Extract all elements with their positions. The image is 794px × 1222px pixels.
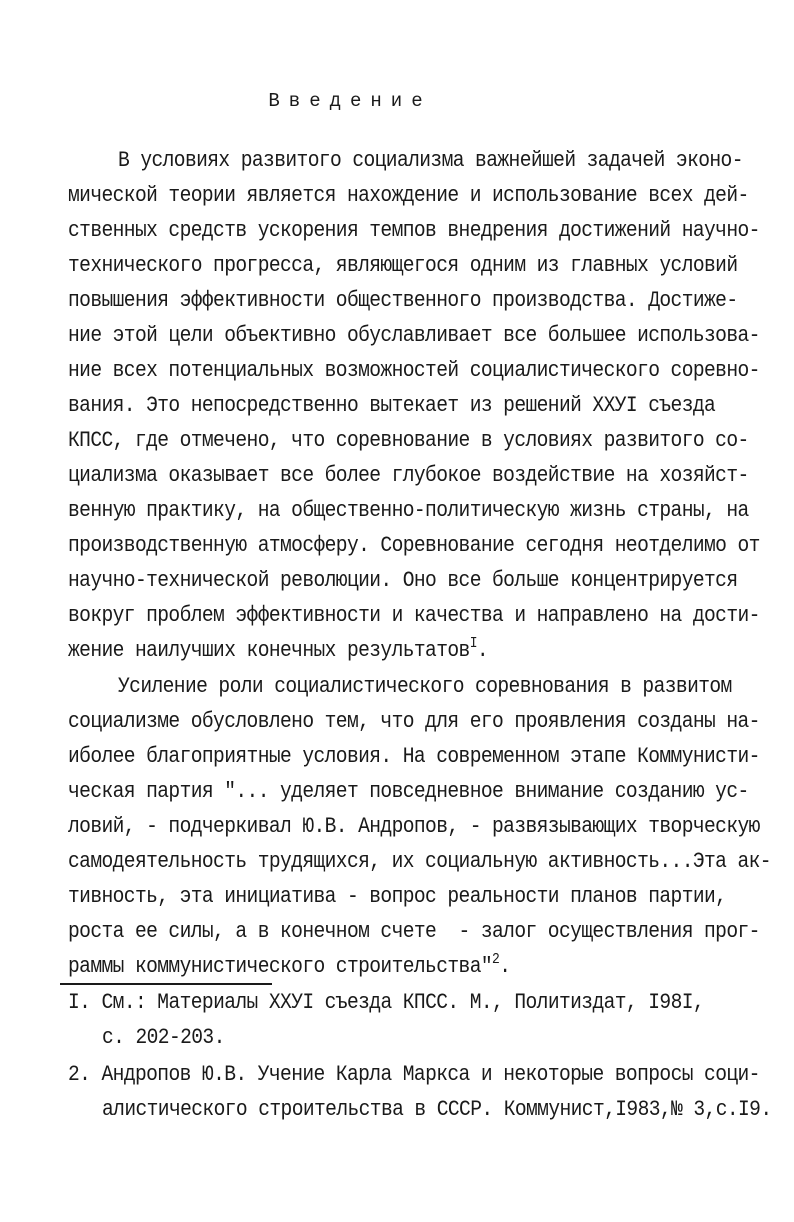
footnote-text: Андропов Ю.В. Учение Карла Маркса и некоторые вопросы соци-: [101, 1062, 760, 1087]
text-line: научно-технической революции. Оно все больше концентрируется: [68, 568, 738, 593]
text-line: тивность, эта инициатива - вопрос реальности планов партии,: [68, 884, 727, 909]
text-line: циализма оказывает все более глубокое воздействие на хозяйст-: [68, 463, 749, 488]
footnote-1: [68, 990, 704, 1015]
footnote-text: См.: Материалы XXУI съезда КПСС. М., Политиздат, I98I,: [101, 990, 705, 1015]
text-line: [68, 634, 489, 663]
footnote-2: [68, 1062, 760, 1087]
text-line: Усиление роли социалистического соревнования в развитом: [118, 674, 732, 699]
text-line: [68, 950, 511, 979]
text-line: венную практику, на общественно-политическую жизнь страны, на: [68, 498, 749, 523]
text-span: .: [476, 638, 489, 663]
footnote-number: 2.: [68, 1062, 91, 1087]
text-line: ние всех потенциальных возможностей социалистического соревно-: [68, 358, 760, 383]
footnote-ref-1[interactable]: I: [469, 634, 477, 652]
footnote-number: I.: [68, 990, 91, 1015]
text-line: роста ее силы, а в конечном счете - залог осуществления прог-: [68, 919, 760, 944]
text-line: ловий, - подчеркивал Ю.В. Андропов, - развязывающих творческую: [68, 814, 760, 839]
text-line: ческая партия "... уделяет повседневное внимание созданию ус-: [68, 779, 749, 804]
footnote-divider: [60, 983, 272, 985]
text-line: ние этой цели объективно обуславливает все большее использова-: [68, 323, 760, 348]
text-line: технического прогресса, являющегося одним из главных условий: [68, 253, 738, 278]
text-span: жение наилучших конечных результатов: [68, 638, 470, 663]
text-line: социализме обусловлено тем, что для его проявления созданы на-: [68, 709, 760, 734]
text-span: раммы коммунистического строительства": [68, 954, 493, 979]
footnote-1-cont: с. 202-203.: [102, 1025, 225, 1050]
text-line: вокруг проблем эффективности и качества и направлено на дости-: [68, 603, 760, 628]
text-line: В условиях развитого социализма важнейшей задачей эконо-: [118, 148, 743, 173]
text-line: иболее благоприятные условия. На современном этапе Коммунисти-: [68, 744, 760, 769]
text-line: самодеятельность трудящихся, их социальную активность...Эта ак-: [68, 849, 771, 874]
text-line: производственную атмосферу. Соревнование сегодня неотделимо от: [68, 533, 760, 558]
text-line: повышения эффективности общественного производства. Достиже-: [68, 288, 738, 313]
text-line: вания. Это непосредственно вытекает из решений XXУI съезда: [68, 393, 716, 418]
text-line: КПСС, где отмечено, что соревнование в условиях развитого со-: [68, 428, 749, 453]
page-title: Введение: [268, 90, 432, 112]
footnote-2-cont: алистического строительства в СССР. Коммунист,I983,№ 3,с.I9.: [102, 1097, 772, 1122]
footnote-ref-2[interactable]: 2: [492, 950, 500, 968]
text-span: .: [499, 954, 511, 979]
text-line: ственных средств ускорения темпов внедрения достижений научно-: [68, 218, 760, 243]
text-line: мической теории является нахождение и использование всех дей-: [68, 183, 749, 208]
